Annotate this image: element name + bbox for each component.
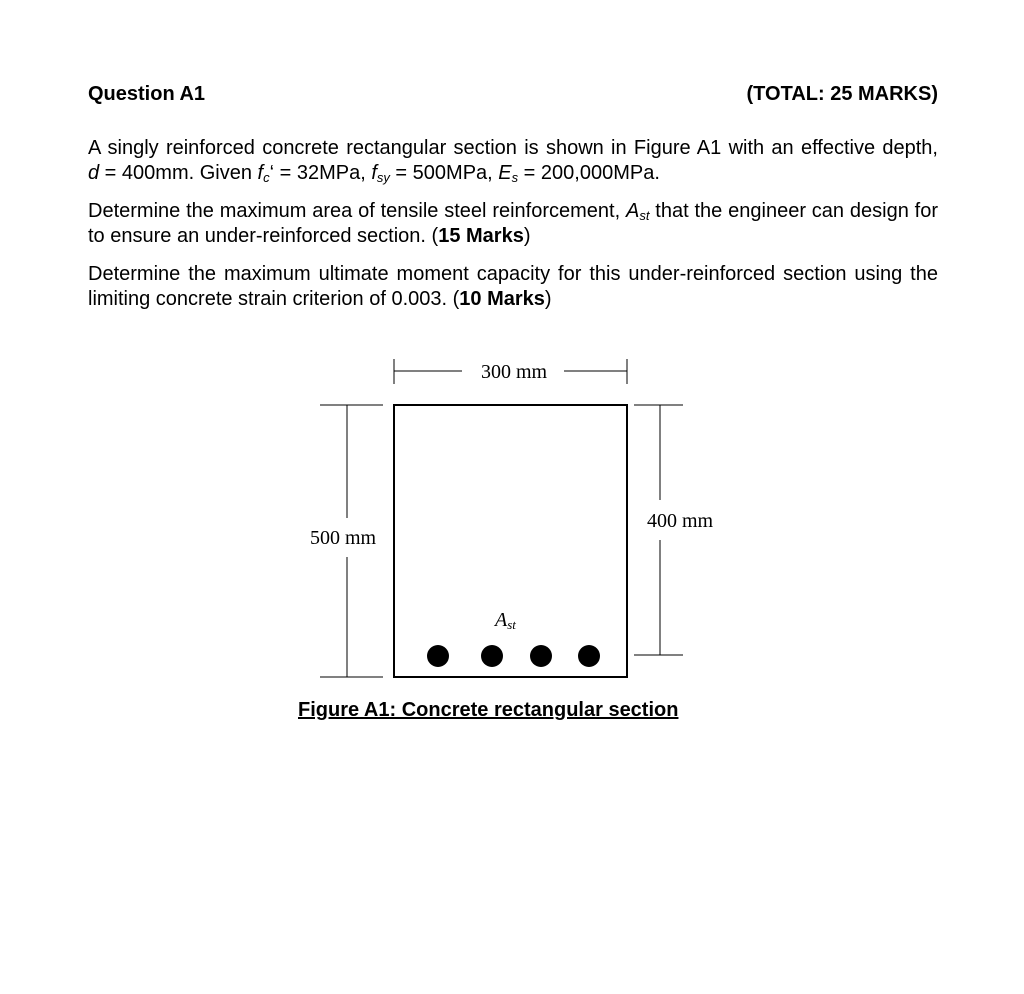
- rebar-2: [481, 645, 503, 667]
- es-subscript: s: [511, 170, 519, 185]
- figure-caption: Figure A1: Concrete rectangular section: [298, 699, 679, 721]
- part-b-marks: 10 Marks: [459, 288, 545, 310]
- fc-subscript: c: [263, 170, 270, 185]
- part-a-close: ): [523, 225, 531, 247]
- part-a-marks: 15 Marks: [438, 225, 524, 247]
- es-value: = 200,000MPa.: [518, 162, 660, 184]
- d-symbol: d: [88, 162, 100, 184]
- ast-symbol: A: [626, 200, 640, 222]
- es-symbol: E: [498, 162, 512, 184]
- concrete-section-outline: [394, 405, 627, 677]
- fsy-subscript: sy: [376, 170, 390, 185]
- depth-dimension-label: 400 mm: [646, 510, 714, 532]
- question-total-marks: (TOTAL: 25 MARKS): [746, 83, 938, 105]
- part-b-close: ): [544, 288, 552, 310]
- fc-value: ‘ = 32MPa,: [269, 162, 372, 184]
- part-a-text-end: that the engineer can design for to ensure an under-reinforced section. (: [88, 200, 938, 247]
- part-b-text: Determine the maximum ultimate moment capacity for this under-reinforced section using the limiting concrete strain criterion of 0.003. (: [88, 263, 938, 310]
- fsy-symbol: f: [371, 162, 377, 184]
- d-value: = 400mm. Given: [99, 162, 258, 184]
- rebar-1: [427, 645, 449, 667]
- reinforcement-bars: [427, 645, 600, 667]
- intro-text: A singly reinforced concrete rectangular section is shown in Figure A1 with an effective depth,: [88, 137, 938, 159]
- ast-label-symbol: A: [495, 609, 508, 631]
- ast-label: [493, 609, 516, 632]
- question-title: Question A1: [88, 83, 206, 105]
- rebar-3: [530, 645, 552, 667]
- ast-label-subscript: st: [507, 617, 516, 632]
- fsy-value: = 500MPa,: [389, 162, 499, 184]
- rebar-4: [578, 645, 600, 667]
- part-a-text-start: Determine the maximum area of tensile steel reinforcement,: [88, 200, 626, 222]
- width-dimension-label: 300 mm: [480, 361, 548, 383]
- fc-symbol: f: [257, 162, 264, 184]
- ast-subscript: st: [639, 208, 650, 223]
- height-dimension-label: 500 mm: [309, 527, 377, 549]
